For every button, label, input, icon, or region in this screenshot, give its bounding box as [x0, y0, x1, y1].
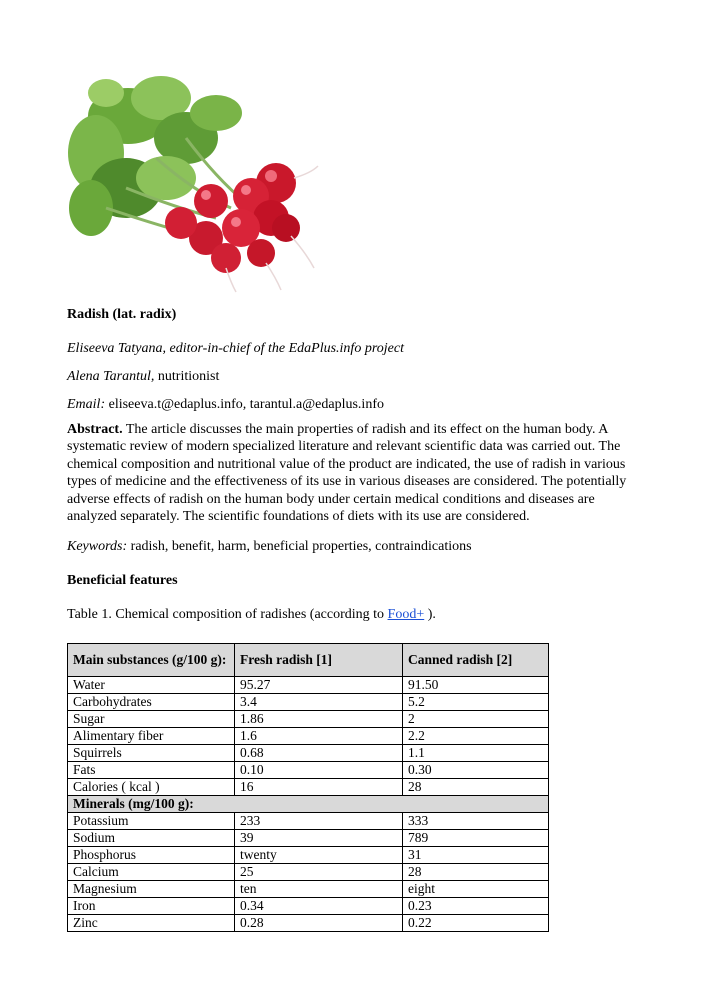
author-line-2: [67, 368, 219, 386]
header-substances: Main substances (g/100 g):: [68, 644, 235, 677]
cell-name: Sodium: [68, 830, 235, 847]
abstract-paragraph: [67, 421, 647, 525]
caption-end: ).: [427, 607, 436, 622]
abstract-label: Abstract.: [67, 422, 123, 437]
cell-fresh: 39: [235, 830, 403, 847]
cell-canned: 2.2: [403, 728, 549, 745]
cell-name: Magnesium: [68, 881, 235, 898]
table-row: [68, 745, 549, 762]
cell-name: Calcium: [68, 864, 235, 881]
email-separator: ,: [242, 397, 247, 412]
composition-table: [67, 643, 549, 932]
cell-canned: 28: [403, 864, 549, 881]
table-header-row: [68, 644, 549, 677]
cell-name: Fats: [68, 762, 235, 779]
cell-fresh: 1.86: [235, 711, 403, 728]
table-row: [68, 728, 549, 745]
cell-name: Squirrels: [68, 745, 235, 762]
cell-name: Zinc: [68, 915, 235, 932]
cell-fresh: 3.4: [235, 694, 403, 711]
table-row: [68, 779, 549, 796]
cell-fresh: 25: [235, 864, 403, 881]
table-row: [68, 830, 549, 847]
abstract-text: The article discusses the main properties of radish and its effect on the human body. A systematic review of modern specialized literature and relevant scientific data was carried out. The chemical composition and nutritional value of the product are indicated, the use of radish in various types of medicine and the effectiveness of its use in various diseases are considered. The potentially adverse effects of radish on the human body under certain medical conditions and diseases are analyzed separately. The scientific foundations of diets with its use are considered.: [67, 422, 627, 525]
cell-fresh: 0.10: [235, 762, 403, 779]
cell-name: Sugar: [68, 711, 235, 728]
table-row: [68, 915, 549, 932]
caption-text: Table 1. Chemical composition of radishes (according to: [67, 607, 385, 622]
cell-name: Calories ( kcal ): [68, 779, 235, 796]
cell-fresh: 95.27: [235, 677, 403, 694]
email-1: eliseeva.t@edaplus.info: [108, 397, 243, 412]
table-section-row: [68, 796, 549, 813]
table-row: [68, 677, 549, 694]
cell-name: Phosphorus: [68, 847, 235, 864]
table-row: [68, 762, 549, 779]
keywords-label: Keywords:: [67, 539, 128, 554]
table-row: [68, 898, 549, 915]
cell-canned: eight: [403, 881, 549, 898]
cell-canned: 2: [403, 711, 549, 728]
author-line-1: Eliseeva Tatyana, editor-in-chief of the EdaPlus.info project: [67, 341, 404, 356]
cell-name: Potassium: [68, 813, 235, 830]
author-2-role: nutritionist: [157, 369, 220, 384]
minerals-section-label: Minerals (mg/100 g):: [68, 796, 549, 813]
email-label: Email:: [67, 397, 106, 412]
cell-canned: 0.23: [403, 898, 549, 915]
section-heading: Beneficial features: [67, 573, 178, 588]
cell-canned: 31: [403, 847, 549, 864]
cell-name: Alimentary fiber: [68, 728, 235, 745]
cell-fresh: 233: [235, 813, 403, 830]
keywords-text: radish, benefit, harm, beneficial properties, contraindications: [130, 539, 472, 554]
cell-fresh: ten: [235, 881, 403, 898]
table-row: [68, 694, 549, 711]
cell-canned: 0.30: [403, 762, 549, 779]
table-row: [68, 864, 549, 881]
cell-fresh: 0.28: [235, 915, 403, 932]
radish-bunch-photo: [66, 68, 322, 293]
cell-canned: 333: [403, 813, 549, 830]
cell-canned: 91.50: [403, 677, 549, 694]
cell-canned: 1.1: [403, 745, 549, 762]
cell-fresh: 0.34: [235, 898, 403, 915]
cell-canned: 789: [403, 830, 549, 847]
header-fresh-radish: Fresh radish [1]: [235, 644, 403, 677]
table-row: [68, 711, 549, 728]
cell-fresh: 16: [235, 779, 403, 796]
cell-fresh: 1.6: [235, 728, 403, 745]
food-plus-link[interactable]: Food+: [387, 607, 425, 622]
email-2: tarantul.a@edaplus.info: [249, 397, 384, 412]
table-row: [68, 881, 549, 898]
cell-canned: 5.2: [403, 694, 549, 711]
table-row: [68, 847, 549, 864]
table-row: [68, 813, 549, 830]
cell-canned: 28: [403, 779, 549, 796]
author-2-name: Alena Tarantul,: [67, 369, 155, 384]
cell-name: Water: [68, 677, 235, 694]
keywords-line: [67, 538, 472, 556]
article-title: Radish (lat. radix): [67, 307, 177, 322]
email-line: [67, 396, 384, 414]
cell-name: Iron: [68, 898, 235, 915]
cell-canned: 0.22: [403, 915, 549, 932]
header-canned-radish: Canned radish [2]: [403, 644, 549, 677]
cell-fresh: twenty: [235, 847, 403, 864]
cell-fresh: 0.68: [235, 745, 403, 762]
table-caption: [67, 606, 436, 624]
cell-name: Carbohydrates: [68, 694, 235, 711]
